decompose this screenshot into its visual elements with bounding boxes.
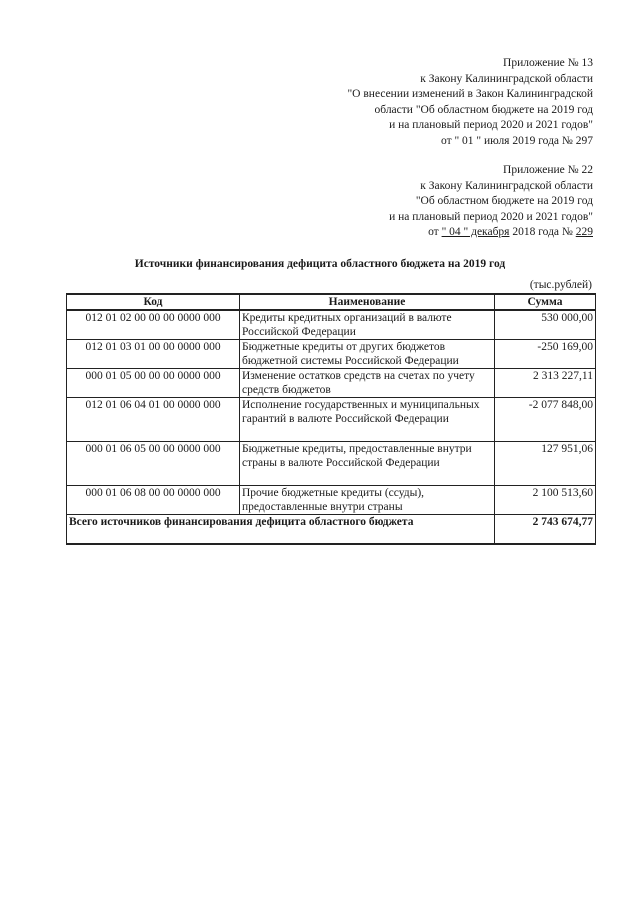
- appendix-13-law-title-1: "О внесении изменений в Закон Калининградской: [347, 88, 593, 100]
- cell-code: 012 01 06 04 01 00 0000 000: [67, 398, 240, 442]
- table-row: [67, 310, 596, 340]
- cell-name: Изменение остатков средств на счетах по учету средств бюджетов: [240, 369, 495, 398]
- cell-amount: 127 951,06: [495, 442, 596, 486]
- total-amount: 2 743 674,77: [495, 515, 596, 544]
- appendix-22-date-day: " 04 " декабря: [441, 226, 510, 238]
- table-row: [67, 340, 596, 369]
- appendix-13-header: [347, 56, 593, 149]
- table-row: [67, 398, 596, 442]
- appendix-13-number: Приложение № 13: [503, 57, 593, 69]
- cell-code: 012 01 02 00 00 00 0000 000: [67, 310, 240, 340]
- appendix-22-date-number: 229: [575, 226, 593, 238]
- cell-name: Исполнение государственных и муниципальных гарантий в валюте Российской Федерации: [240, 398, 495, 442]
- cell-amount: -2 077 848,00: [495, 398, 596, 442]
- cell-amount: 2 100 513,60: [495, 486, 596, 515]
- cell-amount: -250 169,00: [495, 340, 596, 369]
- financing-sources-table: [66, 293, 596, 545]
- appendix-13-law-ref: к Закону Калининградской области: [420, 72, 593, 85]
- table-total-row: [67, 515, 596, 544]
- table-row: [67, 486, 596, 515]
- cell-name: Бюджетные кредиты, предоставленные внутри страны в валюте Российской Федерации: [240, 442, 495, 486]
- table-row: [67, 442, 596, 486]
- appendix-13-date: от " 01 " июля 2019 года № 297: [440, 134, 593, 147]
- column-header-amount: Сумма: [495, 294, 596, 310]
- appendix-22-date: [389, 225, 593, 241]
- appendix-13-law-title-3: и на плановый период 2020 и 2021 годов": [389, 119, 593, 131]
- cell-code: 012 01 03 01 00 00 0000 000: [67, 340, 240, 369]
- appendix-22-law-title-2: и на плановый период 2020 и 2021 годов": [389, 210, 593, 223]
- appendix-13-law-title-2: области "Об областном бюджете на 2019 год: [374, 103, 593, 116]
- appendix-22-law-title-1: "Об областном бюджете на 2019 год: [415, 195, 593, 207]
- column-header-name: Наименование: [240, 294, 495, 310]
- table-header-row: [67, 294, 596, 310]
- appendix-22-date-from: от: [428, 226, 442, 238]
- document-title: Источники финансирования дефицита областного бюджета на 2019 год: [134, 258, 506, 270]
- cell-name: Кредиты кредитных организаций в валюте Российской Федерации: [240, 310, 495, 340]
- total-label: Всего источников финансирования дефицита областного бюджета: [67, 515, 495, 544]
- appendix-22-date-year: 2018 года №: [509, 226, 576, 238]
- table-row: [67, 369, 596, 398]
- cell-name: Бюджетные кредиты от других бюджетов бюджетной системы Российской Федерации: [240, 340, 495, 369]
- cell-amount: 530 000,00: [495, 310, 596, 340]
- appendix-22-law-ref: к Закону Калининградской области: [420, 179, 593, 192]
- cell-code: 000 01 06 08 00 00 0000 000: [67, 486, 240, 515]
- units-label: (тыс.рублей): [529, 279, 592, 291]
- appendix-22-number: Приложение № 22: [503, 164, 593, 176]
- column-header-code: Код: [67, 294, 240, 310]
- cell-code: 000 01 05 00 00 00 0000 000: [67, 369, 240, 398]
- cell-code: 000 01 06 05 00 00 0000 000: [67, 442, 240, 486]
- cell-name: Прочие бюджетные кредиты (ссуды), предоставленные внутри страны: [240, 486, 495, 515]
- appendix-22-header: [389, 163, 593, 241]
- cell-amount: 2 313 227,11: [495, 369, 596, 398]
